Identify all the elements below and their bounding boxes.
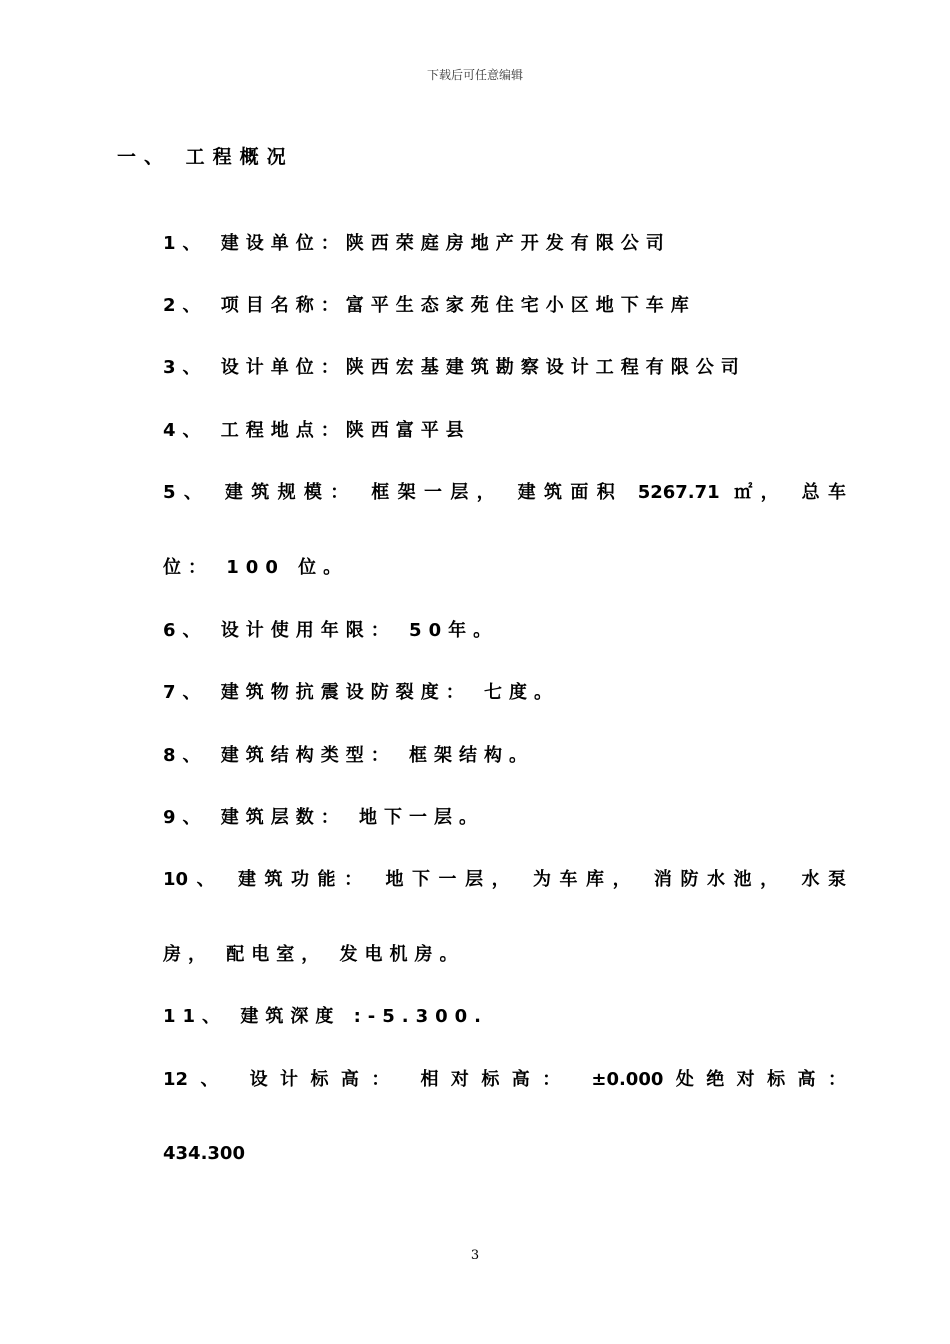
item-structure-type: 8、 建筑结构类型： 框架结构。 (163, 745, 535, 766)
page-header: 下载后可任意编辑 (426, 68, 523, 82)
item-project-name: 2、 项目名称：富平生态家苑住宅小区地下车库 (163, 295, 696, 316)
item-design-service-life: 6、 设计使用年限： 50年。 (163, 620, 499, 641)
item-design-elevation: 12、 设计标高： 相对标高： ±0.000处绝对标高： (163, 1069, 846, 1090)
page-number: 3 (470, 1248, 480, 1263)
item-building-scale-continuation: 位： 100 位。 (163, 557, 349, 578)
item-building-scale: 5、 建筑规模： 框架一层， 建筑面积 5267.71 ㎡， 总车 (163, 482, 846, 503)
item-construction-unit: 1、 建设单位：陕西荣庭房地产开发有限公司 (163, 233, 671, 254)
item-building-function: 10、 建筑功能： 地下一层， 为车库， 消防水池， 水泵 (163, 869, 846, 890)
item-building-depth: 11、 建筑深度 :-5.300. (163, 1006, 489, 1027)
item-design-elevation-continuation: 434.300 (163, 1143, 245, 1164)
item-project-location: 4、 工程地点：陕西富平县 (163, 420, 471, 441)
item-seismic-intensity: 7、 建筑物抗震设防裂度： 七度。 (163, 682, 560, 703)
item-building-function-continuation: 房， 配电室， 发电机房。 (163, 944, 465, 965)
item-design-unit: 3、 设计单位：陕西宏基建筑勘察设计工程有限公司 (163, 357, 746, 378)
section-title: 一、 工程概况 (117, 146, 294, 168)
item-building-floors: 9、 建筑层数： 地下一层。 (163, 807, 485, 828)
